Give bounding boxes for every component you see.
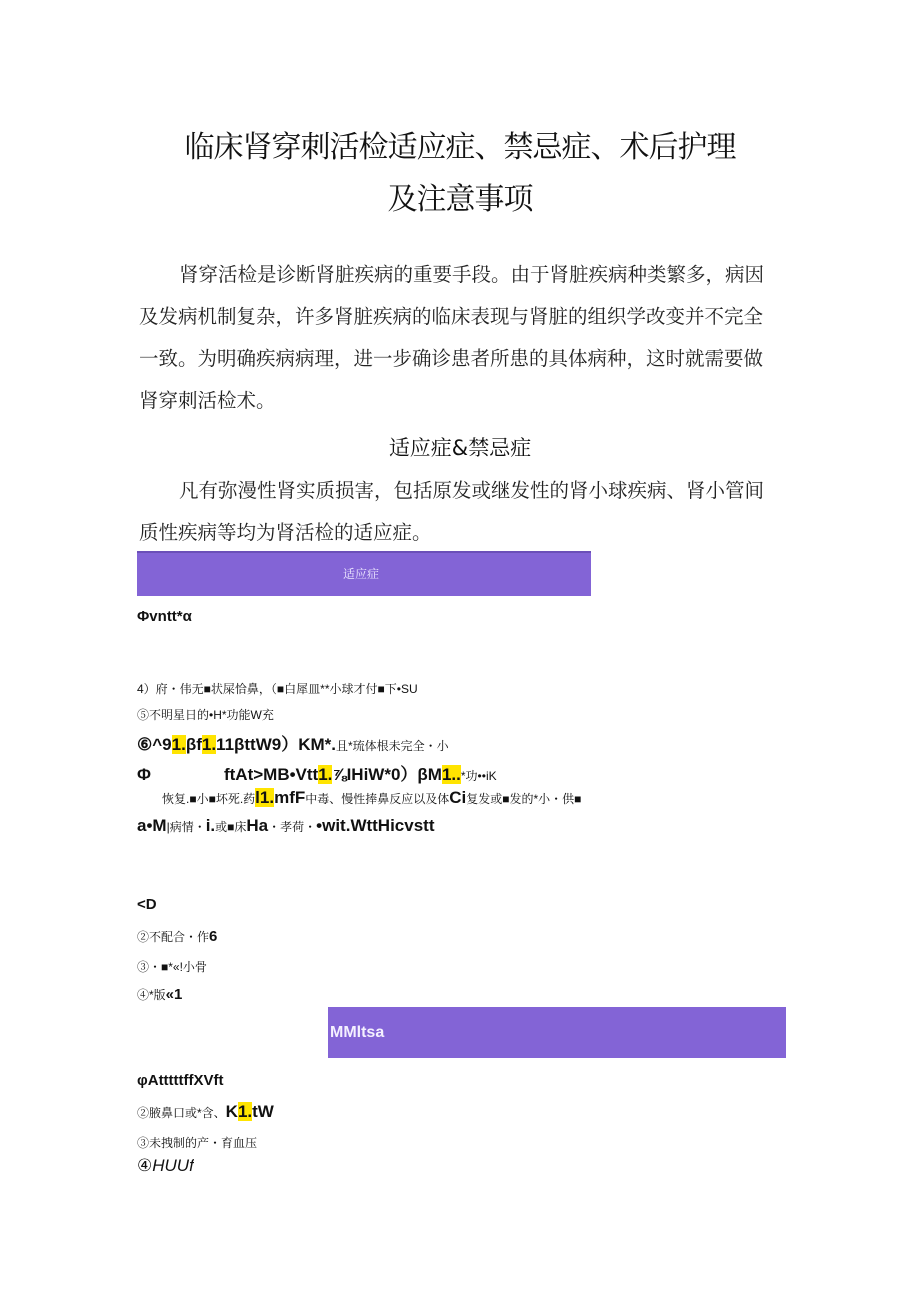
contraindications-banner (328, 1007, 786, 1058)
ocr-row: ②腋鼻口或*含、K1.tW (137, 1102, 274, 1121)
section-line: 凡有弥漫性肾实质损害，包括原发或继发性的肾小球疾病、肾小管间 (179, 479, 765, 502)
ocr-row: <D (137, 896, 157, 913)
ocr-row: Φvntt*α (137, 608, 192, 625)
document-title-line1: 临床肾穿刺活检适应症、禁忌症、术后护理 (184, 130, 736, 165)
contraindications-banner-label: MMltsa (330, 1024, 385, 1041)
ocr-row: ③未拽制的产・育血压 (137, 1136, 258, 1150)
ocr-row: ⑥^91.βf1.11βttW9）KM*.且*琉体根未完全・小 (137, 735, 449, 754)
intro-line: 肾穿刺活检术。 (139, 389, 276, 412)
intro-paragraph (139, 254, 789, 296)
ocr-row: 恢复.■小■坏死.药l1.mfF中毒、慢性捧鼻反应以及体Ci复发或■发的*小・供■ (162, 788, 582, 807)
indications-banner-label: 适应症 (343, 567, 380, 581)
ocr-row: φAtttttffXVft (137, 1072, 224, 1089)
ocr-row: 4）府・伟无■状屎恰鼻，（■白犀皿**小球才付■下•SU (137, 682, 418, 696)
section-paragraph (139, 470, 789, 512)
indications-banner (137, 551, 591, 596)
highlight-mark: 1. (318, 765, 333, 784)
document-title-line2: 及注意事项 (387, 182, 533, 217)
ocr-row: ④*版«1 (137, 986, 183, 1003)
ocr-row: Φ ftAt>MB•Vtt1.⅞IHiW*0）βM1..*功••iK (137, 765, 497, 784)
highlight-mark: 1. (171, 735, 186, 754)
highlight-mark: 1. (237, 1102, 253, 1121)
intro-line: 及发病机制复杂，许多肾脏疾病的临床表现与肾脏的组织学改变并不完全 (139, 305, 764, 328)
ocr-row: ⑤不明星日的•H*功能W充 (137, 708, 274, 722)
ocr-row: ④HUUf (137, 1156, 194, 1175)
section-paragraph-cont (139, 512, 789, 554)
intro-line: 肾穿活检是诊断肾脏疾病的重要手段。由于肾脏疾病种类繁多，病因 (179, 263, 765, 286)
highlight-mark: 1.. (441, 765, 461, 784)
ocr-row: ②不配合・作6 (137, 928, 218, 945)
ocr-row: ③・■*«!小骨 (137, 960, 207, 974)
section-heading: 适应症&禁忌症 (388, 436, 532, 460)
highlight-mark: l1. (255, 788, 275, 807)
ocr-row: a•M|病情・i.或■床Ha・孝荷・•wit.WttHicvstt (137, 816, 435, 835)
intro-paragraph-cont (139, 296, 789, 422)
intro-line: 一致。为明确疾病病理，进一步确诊患者所患的具体病种，这时就需要做 (139, 347, 764, 370)
section-line: 质性疾病等均为肾活检的适应症。 (139, 521, 432, 544)
highlight-mark: 1. (201, 735, 217, 754)
